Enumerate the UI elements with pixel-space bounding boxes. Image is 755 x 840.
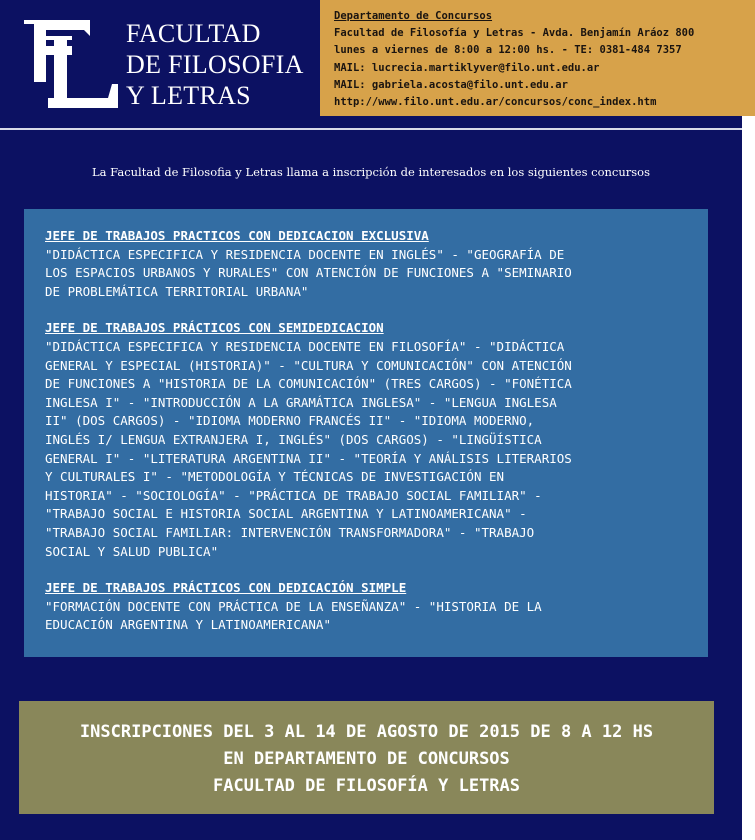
inscription-dates: INSCRIPCIONES DEL 3 AL 14 DE AGOSTO DE 2015 DE 8 A 12 HS (79, 722, 654, 742)
faculty-name-line-3: Y LETRAS (126, 81, 251, 110)
department-info-box (320, 0, 755, 116)
department-mail-1[interactable]: MAIL: lucrecia.martiklyver@filo.unt.edu.ar (334, 61, 600, 74)
section-title: JEFE DE TRABAJOS PRACTICOS CON DEDICACION EXCLUSIVA (45, 228, 429, 243)
section-line: "TRABAJO SOCIAL FAMILIAR: INTERVENCIÓN TRANSFORMADORA" - "TRABAJO (45, 524, 535, 540)
section-line: INGLÉS I/ LENGUA EXTRANJERA I, INGLÉS" (DOS CARGOS) - "LINGÜÍSTICA (45, 431, 542, 447)
section-line: DE PROBLEMÁTICA TERRITORIAL URBANA" (45, 283, 309, 299)
inscription-banner (19, 701, 714, 814)
section-line: II" (DOS CARGOS) - "IDIOMA MODERNO FRANCÉS II" - "IDIOMA MODERNO, (45, 413, 535, 429)
section-line: SOCIAL Y SALUD PUBLICA" (45, 543, 219, 559)
section-semidedicacion (45, 319, 708, 561)
concursos-panel (24, 209, 708, 657)
section-line: LOS ESPACIOS URBANOS Y RURALES" CON ATENCIÓN DE FUNCIONES A "SEMINARIO (45, 265, 572, 281)
section-title: JEFE DE TRABAJOS PRÁCTICOS CON DEDICACIÓN SIMPLE (45, 580, 407, 596)
department-mail-2[interactable]: MAIL: gabriela.acosta@filo.unt.edu.ar (334, 78, 568, 91)
section-line: HISTORIA" - "SOCIOLOGÍA" - "PRÁCTICA DE TRABAJO SOCIAL FAMILIAR" - (45, 487, 542, 503)
department-url[interactable]: http://www.filo.unt.edu.ar/concursos/conc_index.htm (334, 96, 657, 109)
header-divider (0, 128, 742, 130)
section-line: "FORMACIÓN DOCENTE CON PRÁCTICA DE LA ENSEÑANZA" - "HISTORIA DE LA (45, 598, 542, 614)
inscription-place: EN DEPARTAMENTO DE CONCURSOS (223, 749, 510, 769)
section-line: INGLESA I" - "INTRODUCCIÓN A LA GRAMÁTICA INGLESA" - "LENGUA INGLESA (45, 394, 557, 410)
section-title: JEFE DE TRABAJOS PRÁCTICOS CON SEMIDEDICACION (45, 320, 384, 336)
faculty-name-line-1: FACULTAD (126, 19, 261, 48)
department-title: Departamento de Concursos (334, 10, 493, 22)
section-line: "DIDÁCTICA ESPECIFICA Y RESIDENCIA DOCENTE EN INGLÉS" - "GEOGRAFÍA DE (45, 246, 565, 262)
inscription-faculty: FACULTAD DE FILOSOFÍA Y LETRAS (212, 776, 521, 796)
section-line: GENERAL I" - "LITERATURA ARGENTINA II" - "TEORÍA Y ANÁLISIS LITERARIOS (45, 450, 572, 466)
faculty-name (126, 18, 304, 111)
section-line: "DIDÁCTICA ESPECIFICA Y RESIDENCIA DOCENTE EN FILOSOFÍA" - "DIDÁCTICA (45, 338, 565, 354)
section-line: DE FUNCIONES A "HISTORIA DE LA COMUNICACIÓN" (TRES CARGOS) - "FONÉTICA (45, 376, 572, 392)
faculty-name-line-2: DE FILOSOFIA (126, 50, 304, 79)
section-line: Y CULTURALES I" - "METODOLOGÍA Y TÉCNICAS DE INVESTIGACIÓN EN (45, 469, 505, 485)
section-dedicacion-exclusiva (45, 227, 708, 301)
intro-text: La Facultad de Filosofia y Letras llama a inscripción de interesados en los siguientes concursos (92, 165, 650, 179)
section-dedicacion-simple (45, 579, 708, 635)
faculty-logo-icon (20, 14, 120, 114)
department-hours: lunes a viernes de 8:00 a 12:00 hs. - TE: 0381-484 7357 (334, 44, 682, 57)
department-address: Facultad de Filosofía y Letras - Avda. Benjamín Aráoz 800 (334, 27, 695, 40)
section-line: EDUCACIÓN ARGENTINA Y LATINOAMERICANA" (45, 617, 331, 633)
section-line: "TRABAJO SOCIAL E HISTORIA SOCIAL ARGENTINA Y LATINOAMERICANA" - (45, 506, 527, 522)
section-line: GENERAL Y ESPECIAL (HISTORIA)" - "CULTURA Y COMUNICACIÓN" CON ATENCIÓN (45, 357, 572, 373)
